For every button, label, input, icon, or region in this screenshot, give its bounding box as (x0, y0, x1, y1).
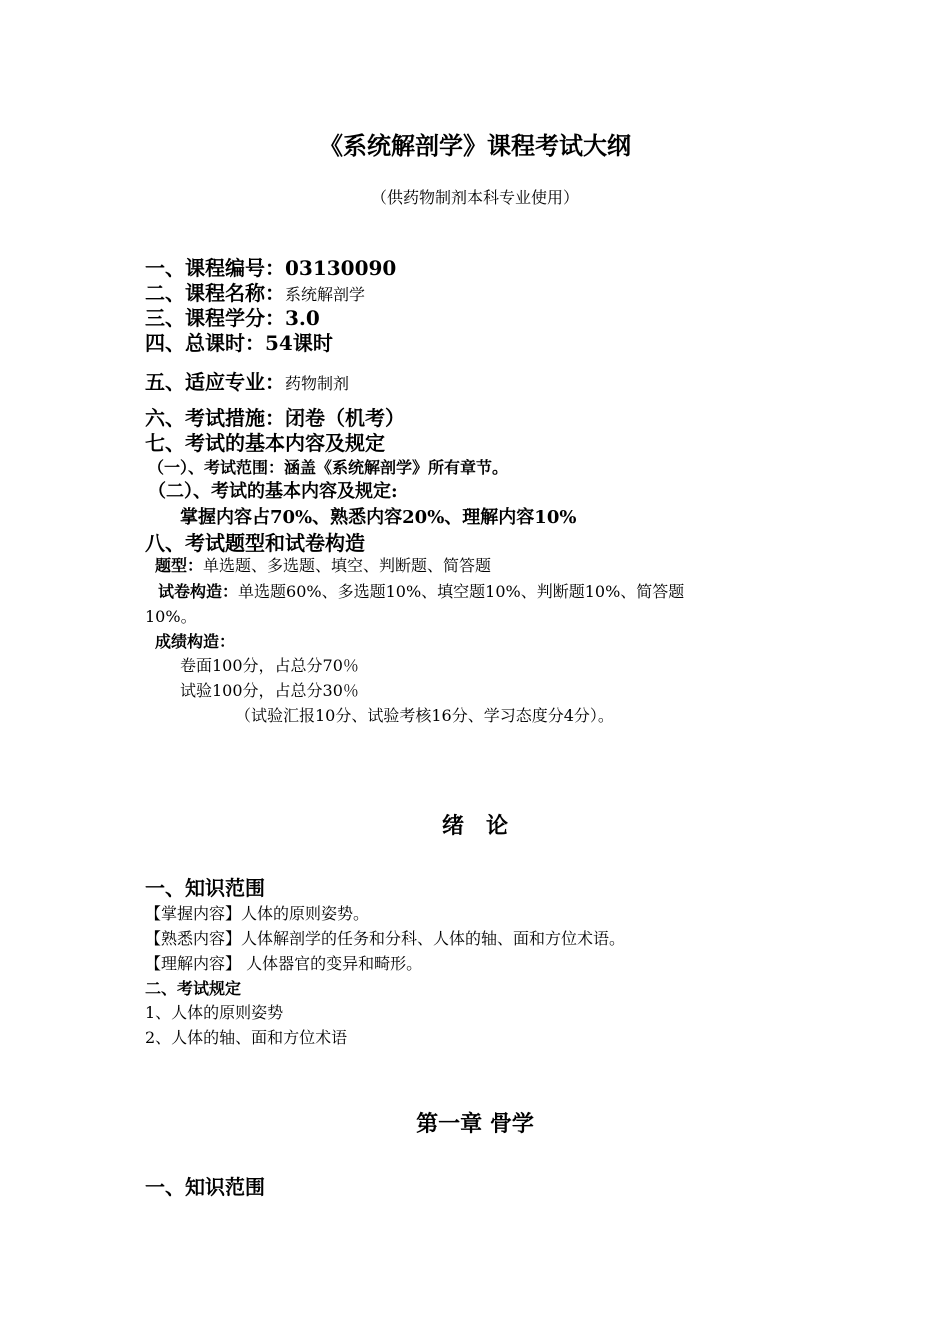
score-experiment: 试验100分，占总分30％ (180, 681, 359, 700)
exam-scope: （一）、考试范围：涵盖《系统解剖学》所有章节。 (148, 458, 509, 477)
course-name-value: 系统解剖学 (285, 285, 366, 304)
course-major-label: 五、适应专业： (145, 370, 285, 394)
question-types (155, 556, 491, 575)
document-subtitle: （供药物制剂本科专业使用） (370, 188, 579, 207)
intro-heading: 绪 论 (441, 813, 508, 839)
course-credit-label: 三、课程学分： (145, 306, 285, 330)
intro-master: 【掌握内容】人体的原则姿势。 (145, 904, 370, 923)
score-experiment-detail: （试验汇报10分、试验考核16分、学习态度分4分）。 (235, 706, 614, 725)
course-hours-value: 54课时 (265, 331, 333, 355)
question-types-value: 单选题、多选题、填空、判断题、简答题 (203, 556, 492, 575)
paper-structure (158, 582, 684, 601)
chapter1-knowledge-heading: 一、知识范围 (145, 1175, 265, 1199)
course-code (145, 256, 396, 280)
question-types-label: 题型： (155, 556, 204, 575)
score-structure-label: 成绩构造： (155, 632, 236, 651)
course-major-value: 药物制剂 (285, 374, 350, 393)
question-types-heading: 八、考试题型和试卷构造 (145, 531, 365, 555)
paper-structure-label: 试卷构造： (158, 582, 239, 601)
exam-rules: （二）、考试的基本内容及规定: (148, 481, 398, 502)
content-ratio: 掌握内容占70%、熟悉内容20%、理解内容10% (180, 507, 577, 528)
chapter1-heading: 第一章 骨学 (416, 1111, 534, 1137)
course-name-label: 二、课程名称： (145, 281, 285, 305)
intro-understand: 【理解内容】 人体器官的变异和畸形。 (145, 954, 423, 973)
course-credit-value: 3.0 (285, 306, 320, 330)
course-hours (145, 331, 333, 355)
basic-content-heading: 七、考试的基本内容及规定 (145, 431, 385, 455)
intro-exam-heading: 二、考试规定 (145, 979, 242, 998)
exam-measure: 六、考试措施：闭卷（机考） (145, 406, 405, 430)
score-paper: 卷面100分，占总分70％ (180, 656, 359, 675)
intro-exam-item-2: 2、人体的轴、面和方位术语 (145, 1028, 348, 1047)
paper-structure-cont: 10%。 (145, 607, 197, 626)
intro-exam-item-1: 1、人体的原则姿势 (145, 1003, 284, 1022)
document-title: 《系统解剖学》课程考试大纲 (319, 131, 631, 160)
paper-structure-value: 单选题60%、多选题10%、填空题10%、判断题10%、简答题 (238, 582, 685, 601)
course-credit (145, 306, 320, 330)
course-code-label: 一、课程编号： (145, 256, 285, 280)
course-code-value: 03130090 (285, 256, 397, 280)
intro-knowledge-heading: 一、知识范围 (145, 876, 265, 900)
course-name (145, 281, 365, 305)
course-major (145, 370, 349, 394)
intro-familiar: 【熟悉内容】人体解剖学的任务和分科、人体的轴、面和方位术语。 (145, 929, 626, 948)
course-hours-label: 四、总课时： (145, 331, 265, 355)
